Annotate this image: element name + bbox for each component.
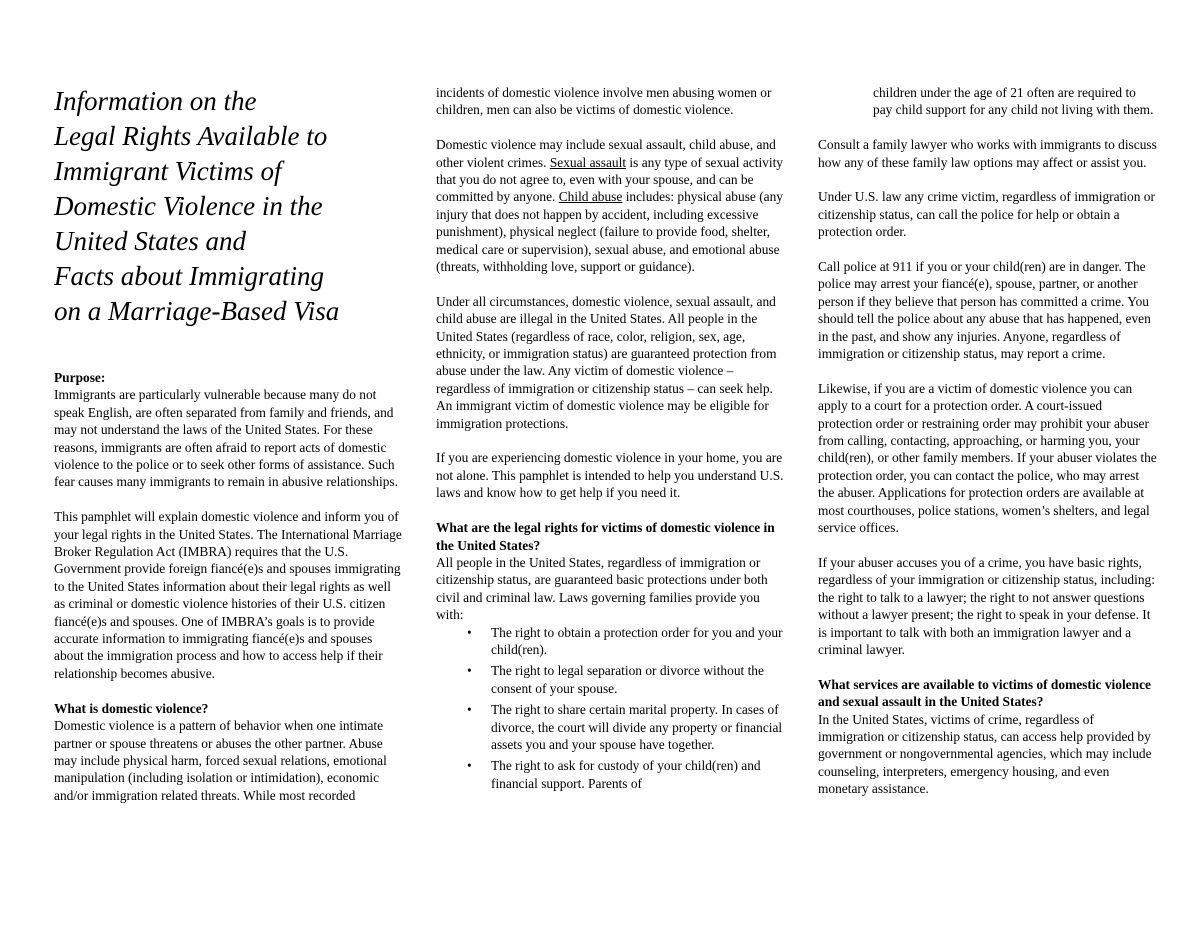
domestic-violence-heading: What is domestic violence? [54, 700, 209, 716]
list-item: • The right to obtain a protection order for you and your child(ren). [491, 624, 786, 659]
call-police-paragraph: Call police at 911 if you or your child(ren) are in danger. The police may arrest your fiancé(e), spouse, partner, or another person if they believe that person has committed a crime. You should tell the police about any abuse that has happened, even in the past, and show any injuries. Anyone, regardless of immigration or citizenship status, may report a crime. [818, 259, 1151, 362]
column-3 [818, 84, 1158, 815]
continued-list-text: children under the age of 21 often are required to pay child support for any child not living with them. [873, 85, 1154, 118]
pamphlet-paragraph: This pamphlet will explain domestic violence and inform you of your legal rights in the United States. The International Marriage Broker Regulation Act (IMBRA) requires that the U.S. Government provide foreign fiancé(e)s and spouses immigrating to the United States information about their legal rights as well as criminal or domestic violence histories of their U.S. citizen fiancé(e)s and spouses. One of IMBRA’s goals is to provide accurate information to immigrating fiancé(e)s and spouses about the immigration process and how to access help if their relationship becomes abusive. [54, 509, 402, 681]
title-line: Legal Rights Available to [54, 121, 328, 151]
purpose-paragraph: Immigrants are particularly vulnerable because many do not speak English, are often separated from family and friends, and may not understand the laws of the United States. For these reasons, immigrants are often afraid to report acts of domestic violence to the police or to seek other forms of assistance. Such fear causes many immigrants to remain in abusive relationships. [54, 387, 398, 490]
child-abuse-term: Child abuse [558, 189, 623, 205]
sexual-assault-definition: is any type of sexual activity that you do not agree to, even with your spouse, and can be committed by anyone. [436, 154, 784, 205]
continued-paragraph: incidents of domestic violence involve men abusing women or children, men can also be victims of domestic violence. [436, 85, 772, 118]
list-item: • The right to ask for custody of your child(ren) and financial support. Parents of [491, 757, 786, 792]
consult-lawyer-paragraph: Consult a family lawyer who works with immigrants to discuss how any of these family law options may affect or assist you. [818, 137, 1157, 170]
rights-list [436, 624, 786, 793]
abuse-intro-text: Domestic violence may include sexual assault, child abuse, and other violent crimes. [436, 137, 776, 170]
legal-rights-heading: What are the legal rights for victims of domestic violence in the United States? [436, 520, 775, 553]
services-heading: What services are available to victims of domestic violence and sexual assault in the United States? [818, 676, 1151, 710]
column-2 [436, 84, 786, 796]
accused-rights-paragraph: If your abuser accuses you of a crime, you have basic rights, regardless of your immigration or citizenship status, including: the right to talk to a lawyer; the right to not answer questions without a lawyer present; the right to speak in your defense. It is important to talk with both an immigration lawyer and a criminal lawyer. [818, 554, 1155, 657]
abuse-types-paragraph [436, 136, 786, 275]
domestic-violence-paragraph: Domestic violence is a pattern of behavior when one intimate partner or spouse threatens or abuses the other partner. Abuse may include physical harm, forced sexual relations, emotional manipulation (including isolation or intimidation), economic and/or immigration related threats. While most recorded [54, 718, 387, 803]
child-abuse-definition: includes: physical abuse (any injury that does not happen by accident, including excessive punishment), physical neglect (failure to provide food, shelter, medical care or supervision), sexual abuse, and emotional abuse (threats, withholding love, support or guidance). [436, 189, 783, 275]
services-paragraph: In the United States, victims of crime, regardless of immigration or citizenship status, can access help provided by government or nongovernmental agencies, which may include counseling, interpreters, emergency housing, and even monetary assistance. [818, 711, 1152, 797]
sexual-assault-term: Sexual assault [549, 154, 627, 170]
list-item: • The right to share certain marital property. In cases of divorce, the court will divide any property or financial assets you and your spouse have together. [491, 701, 786, 753]
column-1 [54, 84, 404, 822]
legal-rights-intro: All people in the United States, regardless of immigration or citizenship status, are guaranteed basic protections under both civil and criminal law. Laws governing families provide you with: [436, 554, 768, 623]
document-title [54, 84, 404, 329]
crime-victim-paragraph: Under U.S. law any crime victim, regardless of immigration or citizenship status, can call the police for help or obtain a protection order. [818, 189, 1155, 240]
illegal-paragraph: Under all circumstances, domestic violence, sexual assault, and child abuse are illegal in the United States. All people in the United States (regardless of race, color, religion, sex, age, ethnicity, or immigration status) are guaranteed protection from abuse under the law. Any victim of domestic violence – regardless of immigration or citizenship status – can seek help. An immigrant victim of domestic violence may be eligible for immigration protections. [436, 293, 777, 431]
not-alone-paragraph: If you are experiencing domestic violence in your home, you are not alone. This pamphlet is intended to help you understand U.S. laws and know how to get help if you need it. [436, 450, 784, 501]
title-line: on a Marriage-Based Visa [54, 296, 340, 326]
title-line: Domestic Violence in the [54, 191, 323, 221]
title-line: Facts about Immigrating [54, 261, 324, 291]
purpose-heading: Purpose: [54, 370, 106, 385]
title-line: Information on the [54, 86, 257, 116]
title-line: Immigrant Victims of [54, 156, 282, 186]
title-line: United States and [54, 226, 246, 256]
protection-order-paragraph: Likewise, if you are a victim of domestic violence you can apply to a court for a protection order. A court-issued protection order or restraining order may prohibit your abuser from calling, contacting, approaching, or harming you, your child(ren), or other family members. If your abuser violates the protection order, you can contact the police, who may arrest the abuser. Applications for protection orders are available at most courthouses, police stations, women’s shelters, and legal service offices. [818, 380, 1157, 536]
list-item: • The right to legal separation or divorce without the consent of your spouse. [491, 662, 786, 697]
